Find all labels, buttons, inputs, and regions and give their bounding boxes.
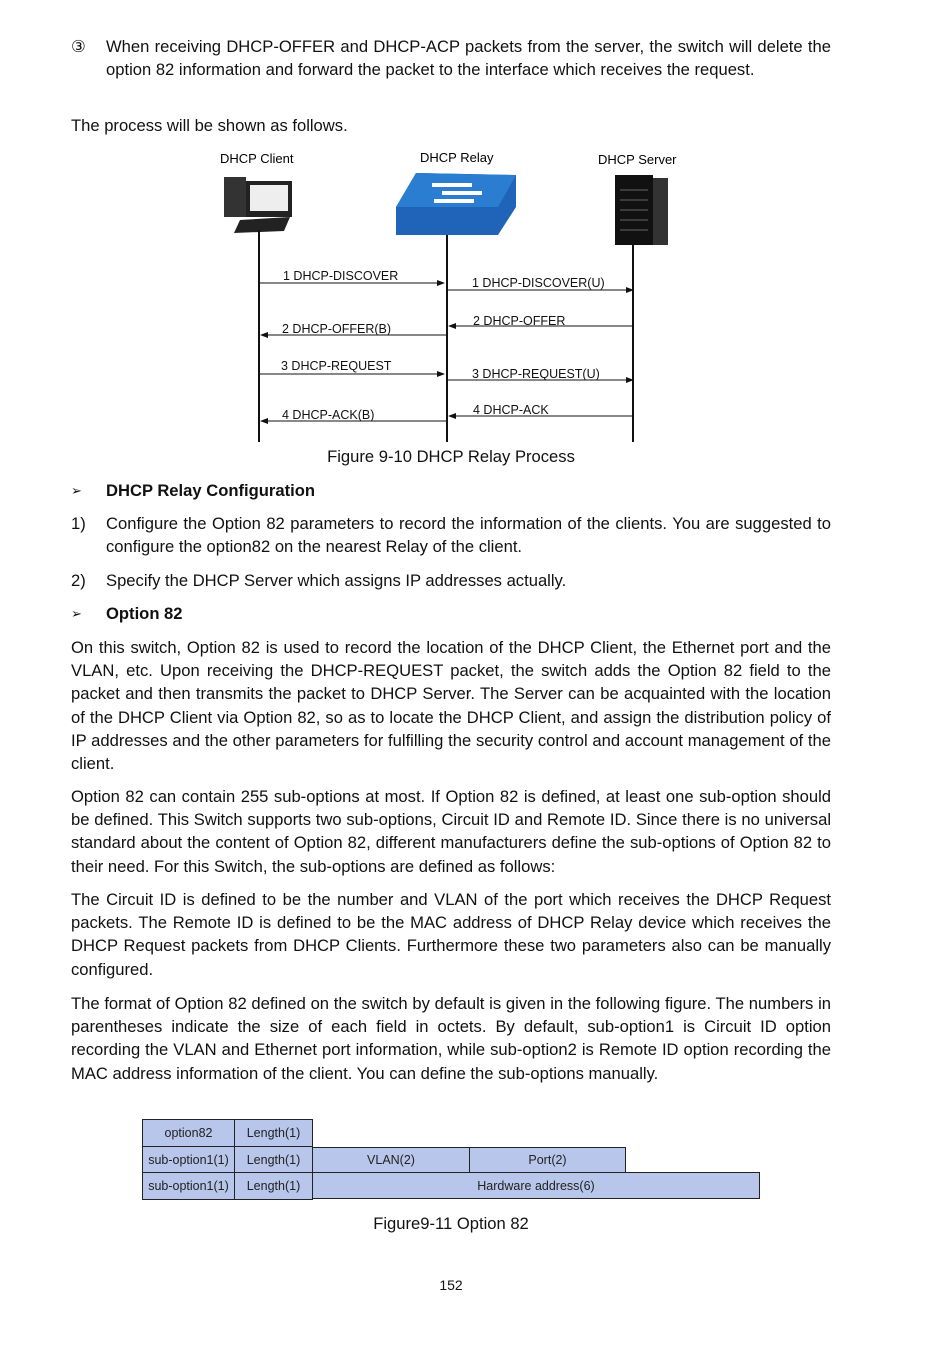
switch-icon: [396, 173, 516, 235]
paragraph: The Circuit ID is defined to be the number and VLAN of the port which receives the DHCP Request packets. The Remote ID is defined to be the MAC address of DHCP Relay device which receives the DHCP Request packets from DHCP Clients. Furthermore these two parameters also can be manually configured.: [71, 890, 831, 979]
message-label: 2 DHCP-OFFER(B): [282, 322, 392, 336]
table-cell: Port(2): [469, 1147, 626, 1173]
message-label: 1 DHCP-DISCOVER(U): [472, 276, 605, 290]
list-number: 1): [71, 514, 86, 533]
paragraph: On this switch, Option 82 is used to record the location of the DHCP Client, the Ethernet port and the VLAN, etc. Upon receiving the DHCP-REQUEST packet, the switch adds the Option 82 field to the packet and then transmits the packet to DHCP Server. The Server can be acquainted with the location of the DHCP Client via Option 82, so as to locate the DHCP Client, and assign the distribution policy of IP addresses and the other parameters for fulfilling the security control and account management of the client.: [71, 638, 831, 774]
figure-caption: Figure 9-10 DHCP Relay Process: [327, 447, 575, 466]
list-item: Configure the Option 82 parameters to record the information of the clients. You are suggested to configure the option82 on the nearest Relay of the client.: [106, 514, 831, 557]
table-cell: Length(1): [234, 1119, 313, 1147]
table-cell: sub-option1(1): [142, 1172, 235, 1200]
message-label: 3 DHCP-REQUEST: [281, 359, 392, 373]
paragraph: Option 82 can contain 255 sub-options at most. If Option 82 is defined, at least one sub-option should be defined. This Switch supports two sub-options, Circuit ID and Remote ID. Since there is no universal standard about the content of Option 82, different manufacturers define the sub-options of Option 82 to their need. For this Switch, the sub-options are defined as follows:: [71, 787, 831, 876]
message-label: 1 DHCP-DISCOVER: [283, 269, 399, 283]
paragraph: The process will be shown as follows.: [71, 116, 348, 135]
client-label: DHCP Client: [220, 151, 294, 166]
list-item: Specify the DHCP Server which assigns IP addresses actually.: [106, 571, 567, 590]
table-cell: Hardware address(6): [312, 1172, 760, 1199]
message-label: 4 DHCP-ACK(B): [282, 408, 375, 422]
computer-icon: [224, 177, 292, 233]
paragraph: The format of Option 82 defined on the switch by default is given in the following figure. The numbers in parentheses indicate the size of each field in octets. By default, sub-option1 is Circuit ID option recording the VLAN and Ethernet port information, while sub-option2 is Remote ID option recording the MAC address information of the client. You can define the sub-options manually.: [71, 994, 831, 1083]
bullet-icon: ➢: [71, 606, 82, 621]
list-marker: ③: [71, 37, 86, 56]
figure-caption: Figure9-11 Option 82: [373, 1214, 529, 1233]
bullet-icon: ➢: [71, 483, 82, 498]
table-cell: VLAN(2): [312, 1147, 470, 1173]
server-label: DHCP Server: [598, 152, 677, 167]
message-label: 3 DHCP-REQUEST(U): [472, 367, 600, 381]
table-cell: sub-option1(1): [142, 1146, 235, 1173]
section-heading: Option 82: [106, 604, 183, 623]
table-cell: option82: [142, 1119, 235, 1147]
server-icon: [615, 175, 668, 245]
message-label: 4 DHCP-ACK: [473, 403, 549, 417]
message-label: 2 DHCP-OFFER: [473, 314, 566, 328]
table-cell: Length(1): [234, 1172, 313, 1200]
paragraph: When receiving DHCP-OFFER and DHCP-ACP packets from the server, the switch will delete the option 82 information and forward the packet to the interface which receives the request.: [106, 37, 831, 80]
dhcp-relay-diagram: [210, 145, 690, 445]
page-number: 152: [439, 1277, 463, 1293]
section-heading: DHCP Relay Configuration: [106, 481, 315, 500]
table-cell: Length(1): [234, 1146, 313, 1173]
list-number: 2): [71, 571, 86, 590]
relay-label: DHCP Relay: [420, 150, 494, 165]
